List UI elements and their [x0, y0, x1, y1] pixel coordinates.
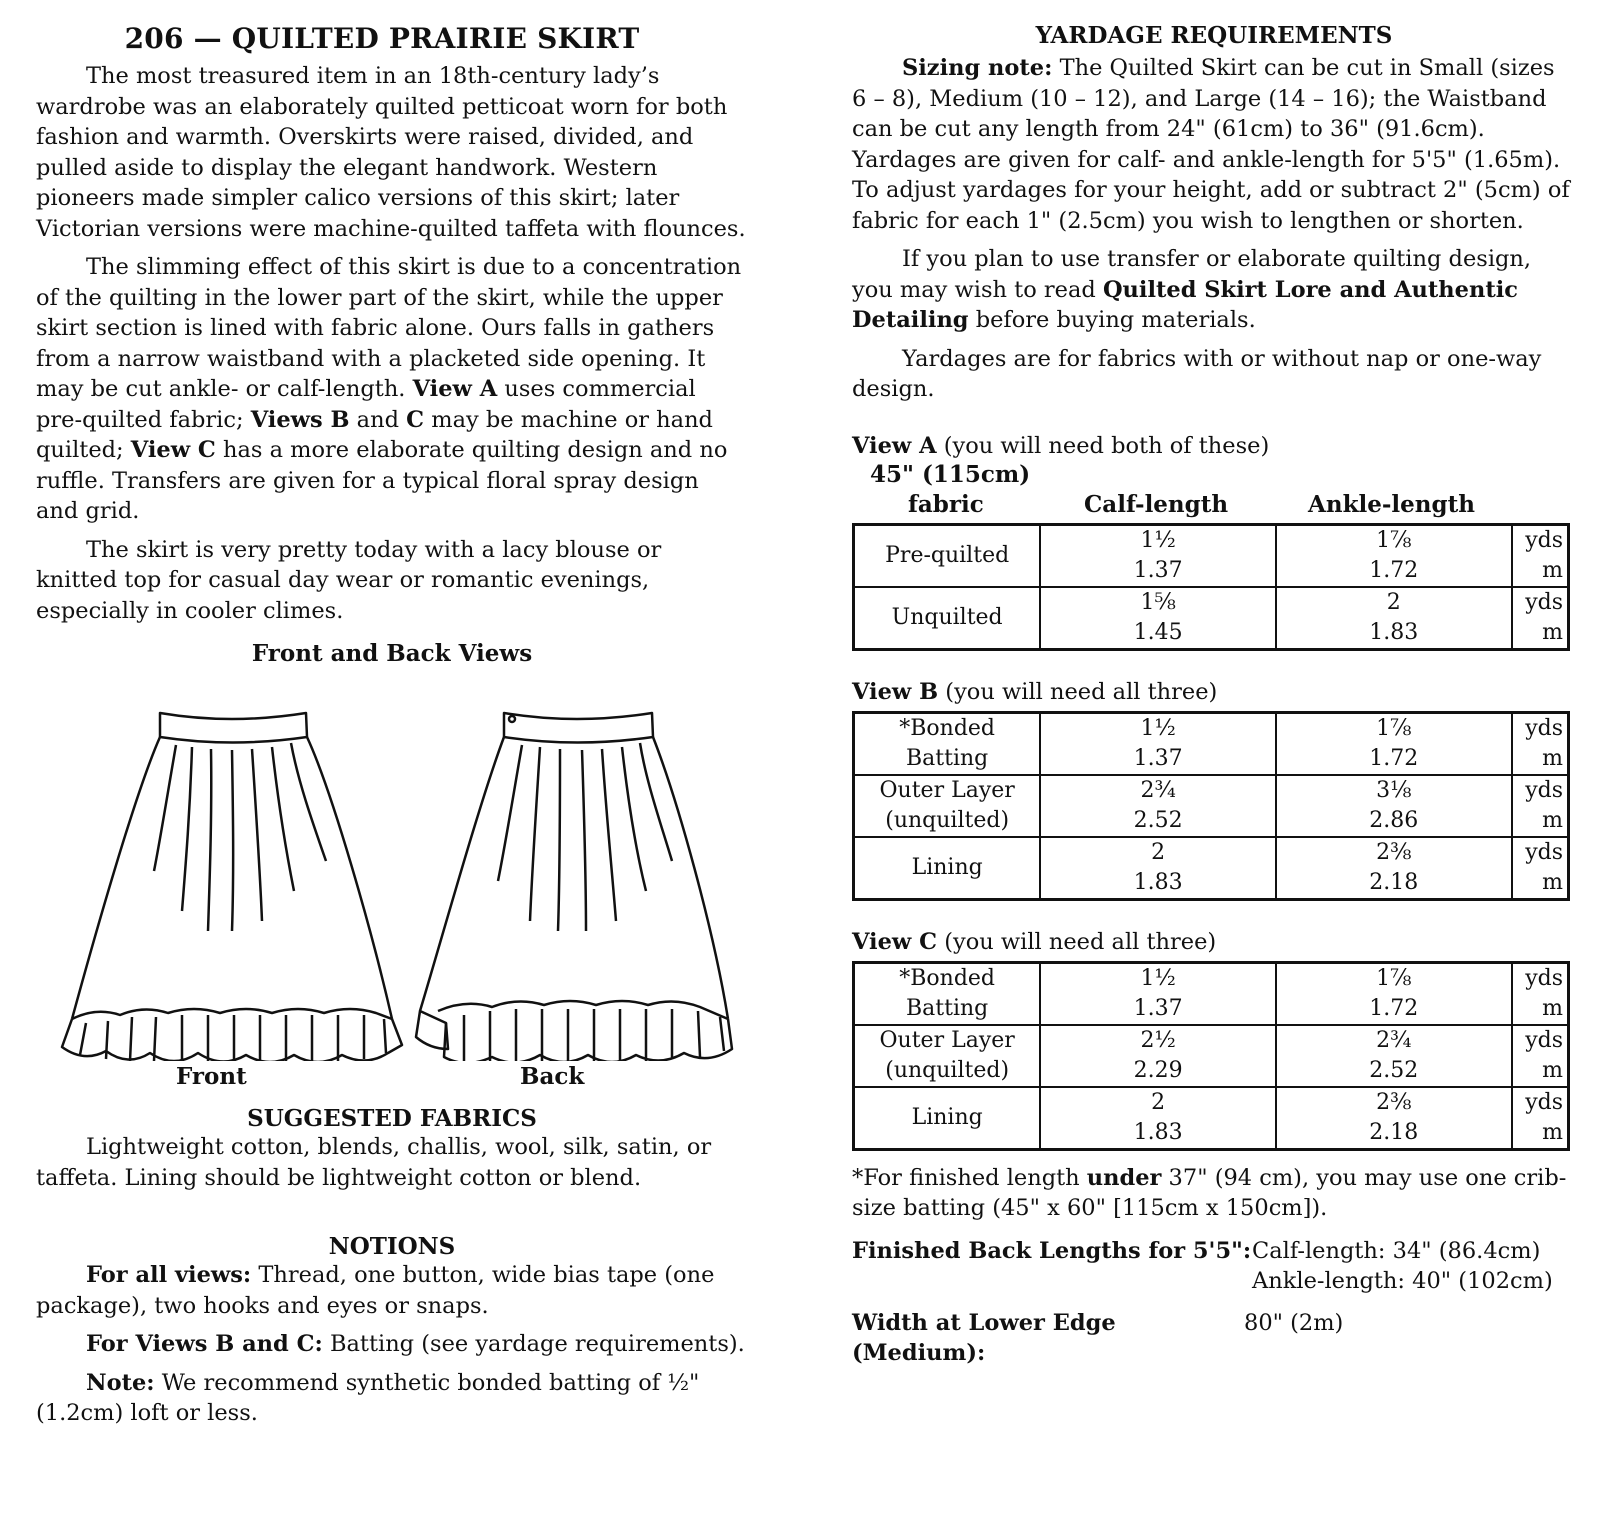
intro-paragraph: The most treasured item in an 18th-century lady’s wardrobe was an elaborately quilted petticoat worn for both fashion and warmth. Overskirts were raised, divided, and pulled aside to display the elegant handwork. Western pioneers made simpler calico versions of this skirt; later Victorian versions were machine-quilted taffeta with flounces. [36, 63, 746, 242]
description-paragraph: The slimming effect of this skirt is due to a concentration of the quilting in the lower part of the skirt, while the upper skirt section is lined with fabric alone. Ours falls in gathers from a narrow waistband with a placketed side opening. It may be cut ankle- or calf-length. View A uses commercial pre-quilted fabric; Views B and C may be machine or hand quilted; View C has a more elaborate quilting design and no ruffle. Transfers are given for a typical floral spray design and grid. [36, 254, 742, 524]
page-title: 206 — QUILTED PRAIRIE SKIRT [124, 22, 640, 55]
batting-footnote: *For finished length under 37" (94 cm), you may use one crib-size batting (45" x 60" [115cm x 150cm]). [852, 1164, 1567, 1221]
table-row: Lining 2 1.83 2⅜ 2.18 yds m [854, 837, 1569, 900]
view-c-heading: View C (you will need all three) [852, 928, 1217, 955]
fabrics-text: Lightweight cotton, blends, challis, wool, silk, satin, or taffeta. Lining should be lightweight cotton or blend. [36, 1134, 712, 1191]
skirt-illustrations [36, 671, 748, 1091]
table-row: Unquilted 1⅝ 1.45 2 1.83 yds m [854, 587, 1569, 650]
finished-back-lengths [852, 1236, 1576, 1296]
table-row: Pre-quilted 1½ 1.37 1⅞ 1.72 yds m [854, 524, 1569, 587]
nap-paragraph: Yardages are for fabrics with or without nap or one-way design. [852, 345, 1542, 402]
width-label: Width at Lower Edge (Medium): [852, 1309, 1116, 1366]
calf-length-value: Calf-length: 34" (86.4cm) [1252, 1237, 1541, 1264]
ankle-length-value: Ankle-length: 40" (102cm) [1252, 1267, 1553, 1294]
notions-note: Note: We recommend synthetic bonded batting of ½" (1.2cm) loft or less. [36, 1369, 700, 1426]
width-at-lower-edge [852, 1308, 1576, 1368]
yardage-heading: YARDAGE REQUIREMENTS [1035, 22, 1393, 49]
back-skirt-drawing [416, 713, 732, 1061]
finished-back-lengths-label: Finished Back Lengths for 5'5": [852, 1237, 1252, 1264]
table-row: Outer Layer (unquilted) 2½ 2.29 2¾ 2.52 yds m [854, 1025, 1569, 1087]
notions-heading: NOTIONS [328, 1233, 456, 1260]
width-value: 80" (2m) [1244, 1309, 1344, 1336]
fabric-header: fabric [908, 490, 984, 518]
fabrics-heading: SUGGESTED FABRICS [247, 1105, 537, 1132]
notions-all-views: For all views: Thread, one button, wide bias tape (one package), two hooks and eyes or snaps. [36, 1262, 715, 1319]
front-caption: Front [176, 1063, 247, 1090]
wear-paragraph: The skirt is very pretty today with a lacy blouse or knitted top for casual day wear or romantic evenings, especially in cooler climes. [36, 536, 662, 624]
skirt-drawings [36, 671, 748, 1061]
view-a-heading: View A (you will need both of these) [852, 432, 1270, 459]
ankle-length-header: Ankle-length [1308, 490, 1475, 518]
front-skirt-drawing [62, 713, 402, 1061]
table-row: *Bonded Batting 1½ 1.37 1⅞ 1.72 yds m [854, 962, 1569, 1025]
calf-length-header: Calf-length [1084, 490, 1229, 518]
right-column [852, 22, 1576, 1368]
table-row: *Bonded Batting 1½ 1.37 1⅞ 1.72 yds m [854, 712, 1569, 775]
left-column [36, 22, 748, 1429]
view-b-heading: View B (you will need all three) [852, 678, 1218, 705]
back-caption: Back [520, 1063, 585, 1090]
view-a-table [852, 523, 1570, 651]
view-c-table [852, 961, 1570, 1151]
sizing-note: Sizing note: The Quilted Skirt can be cut in Small (sizes 6 – 8), Medium (10 – 12), and Large (14 – 16); the Waistband can be cut any length from 24" (61cm) to 36" (91.6cm). Yardages are given for calf- and ankle-length for 5'5" (1.65m). To adjust yardages for your height, add or subtract 2" (5cm) of fabric for each 1" (2.5cm) you wish to lengthen or shorten. [852, 55, 1570, 234]
table-row: Lining 2 1.83 2⅜ 2.18 yds m [854, 1087, 1569, 1150]
views-heading: Front and Back Views [251, 640, 533, 667]
fabric-width-label: 45" (115cm) [870, 460, 1031, 488]
plan-paragraph: If you plan to use transfer or elaborate quilting design, you may wish to read Quilted Skirt Lore and Authentic Detailing before buying materials. [852, 246, 1532, 333]
view-b-table [852, 711, 1570, 901]
view-a-column-headers [852, 461, 1576, 523]
table-row: Outer Layer (unquilted) 2¾ 2.52 3⅛ 2.86 yds m [854, 775, 1569, 837]
notions-views-b-c: For Views B and C: Batting (see yardage requirements). [86, 1331, 745, 1357]
